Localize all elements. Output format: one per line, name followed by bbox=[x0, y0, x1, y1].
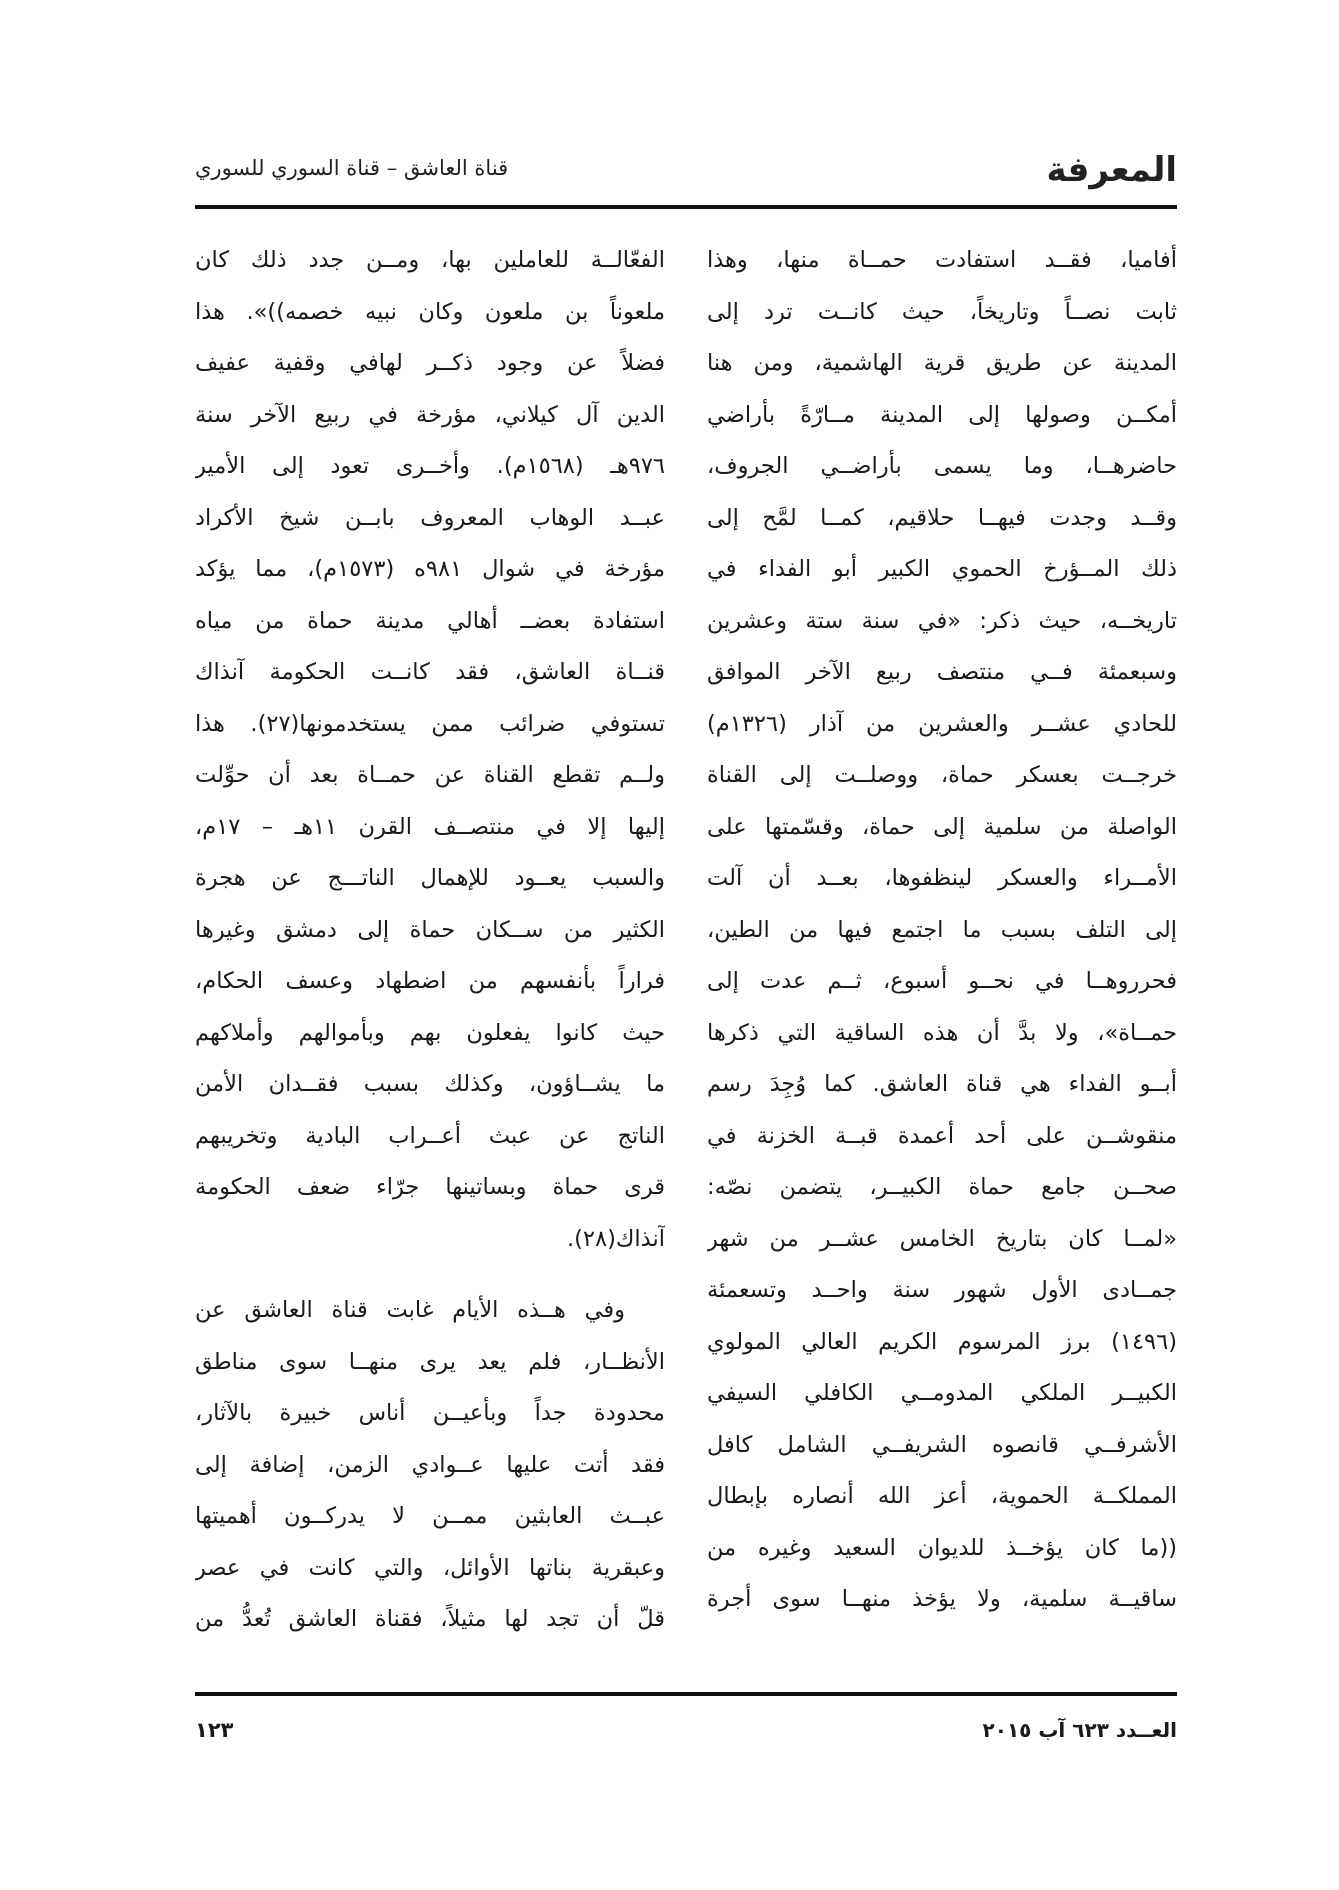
text-line: الأمــراء والعسكر لينظفوها، بعــد أن آلت bbox=[707, 865, 1177, 891]
text-line: وسبعمئة فــي منتصف ربيع الآخر الموافق bbox=[707, 659, 1177, 685]
text-line: فضلاً عن وجود ذكــر لهافي وقفية عفيف bbox=[195, 350, 665, 376]
text-line: الواصلة من سلمية إلى حماة، وقسّمتها على bbox=[707, 813, 1177, 840]
text-line: إليها إلا في منتصــف القرن ١١هـ – ١٧م، bbox=[195, 813, 665, 840]
page-footer bbox=[195, 1718, 1177, 1758]
paragraph-gap bbox=[195, 1265, 665, 1285]
text-line: حاضرهــا، وما يسمى بأراضــي الجروف، bbox=[707, 453, 1177, 479]
text-line: ما يشــاؤون، وكذلك بسبب فقــدان الأمن bbox=[195, 1071, 665, 1097]
text-line: استفادة بعضــ أهالي مدينة حماة من مياه bbox=[195, 607, 665, 634]
running-title: قناة العاشق – قناة السوري للسوري bbox=[195, 156, 509, 180]
text-line: الناتج عن عبث أعــراب البادية وتخريبهم bbox=[195, 1122, 665, 1149]
text-line: مؤرخة في شوال ٩٨١ه (١٥٧٣م)، مما يؤكد bbox=[195, 556, 665, 582]
text-line: خرجــت بعسكر حماة، ووصلــت إلى القناة bbox=[707, 762, 1177, 788]
text-line: وعبقرية بناتها الأوائل، والتي كانت في عصر bbox=[195, 1554, 665, 1581]
text-line: فراراً بأنفسهم من اضطهاد وعسف الحكام، bbox=[195, 968, 665, 994]
text-line: الفعّالــة للعاملين بها، ومــن جدد ذلك كان bbox=[195, 247, 665, 273]
magazine-logo: المعرفة bbox=[1046, 150, 1177, 190]
text-line: تستوفي ضرائب ممن يستخدمونها(٢٧). هذا bbox=[195, 710, 665, 737]
text-line: الكبيــر الملكي المدومــي الكافلي السيفي bbox=[707, 1380, 1177, 1406]
text-line: قرى حماة وبساتينها جرّاء ضعف الحكومة bbox=[195, 1174, 665, 1200]
footer-rule bbox=[195, 1692, 1177, 1696]
text-line: أفاميا، فقــد استفادت حمــاة منها، وهذا bbox=[707, 247, 1177, 273]
text-line: محدودة جداً وبأعيــن أناس خبيرة بالآثار، bbox=[195, 1400, 665, 1426]
text-line: ثابت نصــاً وتاريخاً، حيث كانــت ترد إلى bbox=[707, 298, 1177, 325]
text-line: ((ما كان يؤخــذ للديوان السعيد وغيره من bbox=[707, 1534, 1177, 1561]
text-line: صحــن جامع حماة الكبيــر، يتضمن نصّه: bbox=[707, 1174, 1177, 1200]
text-line: جمــادى الأول شهور سنة واحــد وتسعمئة bbox=[707, 1277, 1177, 1303]
text-line: الأنظــار، فلم يعد يرى منهــا سوى مناطق bbox=[195, 1348, 665, 1375]
text-line: ولــم تقطع القناة عن حمــاة بعد أن حوِّلت bbox=[195, 762, 665, 788]
page-number: ١٢٣ bbox=[195, 1718, 234, 1742]
text-line: أبــو الفداء هي قناة العاشق. كما وُجِدَ رسم bbox=[707, 1071, 1177, 1097]
text-line: وقــد وجدت فيهــا حلاقيم، كمــا لمَّح إلى bbox=[707, 504, 1177, 531]
text-line: الكثير من ســكان حماة إلى دمشق وغيرها bbox=[195, 916, 665, 943]
text-line: فحرروهــا في نحــو أسبوع، ثــم عدت إلى bbox=[707, 968, 1177, 994]
text-line: ٩٧٦هـ (١٥٦٨م). وأخــرى تعود إلى الأمير bbox=[195, 453, 665, 479]
text-line: والسبب يعــود للإهمال الناتـــج عن هجرة bbox=[195, 865, 665, 891]
header-rule bbox=[195, 205, 1177, 209]
text-line: ملعوناً بن ملعون وكان نبيه خصمه))». هذا bbox=[195, 298, 665, 325]
issue-info: العــدد ٦٢٣ آب ٢٠١٥ bbox=[982, 1718, 1177, 1742]
text-line: إلى التلف بسبب ما اجتمع فيها من الطين، bbox=[707, 916, 1177, 943]
left-text-column bbox=[195, 235, 665, 1646]
text-line: أمكــن وصولها إلى المدينة مــارّةً بأراضي bbox=[707, 401, 1177, 428]
text-line: عبــد الوهاب المعروف بابــن شيخ الأكراد bbox=[195, 504, 665, 531]
text-line: للحادي عشــر والعشرين من آذار (١٣٢٦م) bbox=[707, 710, 1177, 737]
text-line: الدين آل كيلاني، مؤرخة في ربيع الآخر سنة bbox=[195, 401, 665, 428]
text-line: حيث كانوا يفعلون بهم وبأموالهم وأملاكهم bbox=[195, 1019, 665, 1046]
text-line: تاريخــه، حيث ذكر: «في سنة ستة وعشرين bbox=[707, 607, 1177, 634]
text-line: حمــاة»، ولا بدَّ أن هذه الساقية التي ذكرها bbox=[707, 1019, 1177, 1046]
page-header bbox=[195, 150, 1177, 200]
text-line: الأشرفــي قانصوه الشريفــي الشامل كافل bbox=[707, 1431, 1177, 1458]
text-line: فقد أتت عليها عــوادي الزمن، إضافة إلى bbox=[195, 1451, 665, 1478]
text-line: ساقيــة سلمية، ولا يؤخذ منهــا سوى أجرة bbox=[707, 1586, 1177, 1612]
text-line: قلّ أن تجد لها مثيلاً، فقناة العاشق تُعدُّ من bbox=[195, 1606, 665, 1632]
right-text-column bbox=[707, 235, 1177, 1626]
text-line: (١٤٩٦) برز المرسوم الكريم العالي المولوي bbox=[707, 1328, 1177, 1355]
text-line: قنــاة العاشق، فقد كانــت الحكومة آنذاك bbox=[195, 659, 665, 685]
text-line: منقوشــن على أحد أعمدة قبــة الخزنة في bbox=[707, 1122, 1177, 1149]
text-line: آنذاك(٢٨). bbox=[566, 1225, 665, 1252]
text-line: وفي هــذه الأيام غابت قناة العاشق عن bbox=[195, 1297, 625, 1323]
text-line: ذلك المــؤرخ الحموي الكبير أبو الفداء في bbox=[707, 556, 1177, 582]
text-line: عبــث العابثين ممــن لا يدركــون أهميتها bbox=[195, 1503, 665, 1529]
text-line: المدينة عن طريق قرية الهاشمية، ومن هنا bbox=[707, 350, 1177, 376]
text-line: المملكــة الحموية، أعز الله أنصاره بإبطال bbox=[707, 1483, 1177, 1509]
text-line: «لمــا كان بتاريخ الخامس عشــر من شهر bbox=[707, 1225, 1177, 1252]
